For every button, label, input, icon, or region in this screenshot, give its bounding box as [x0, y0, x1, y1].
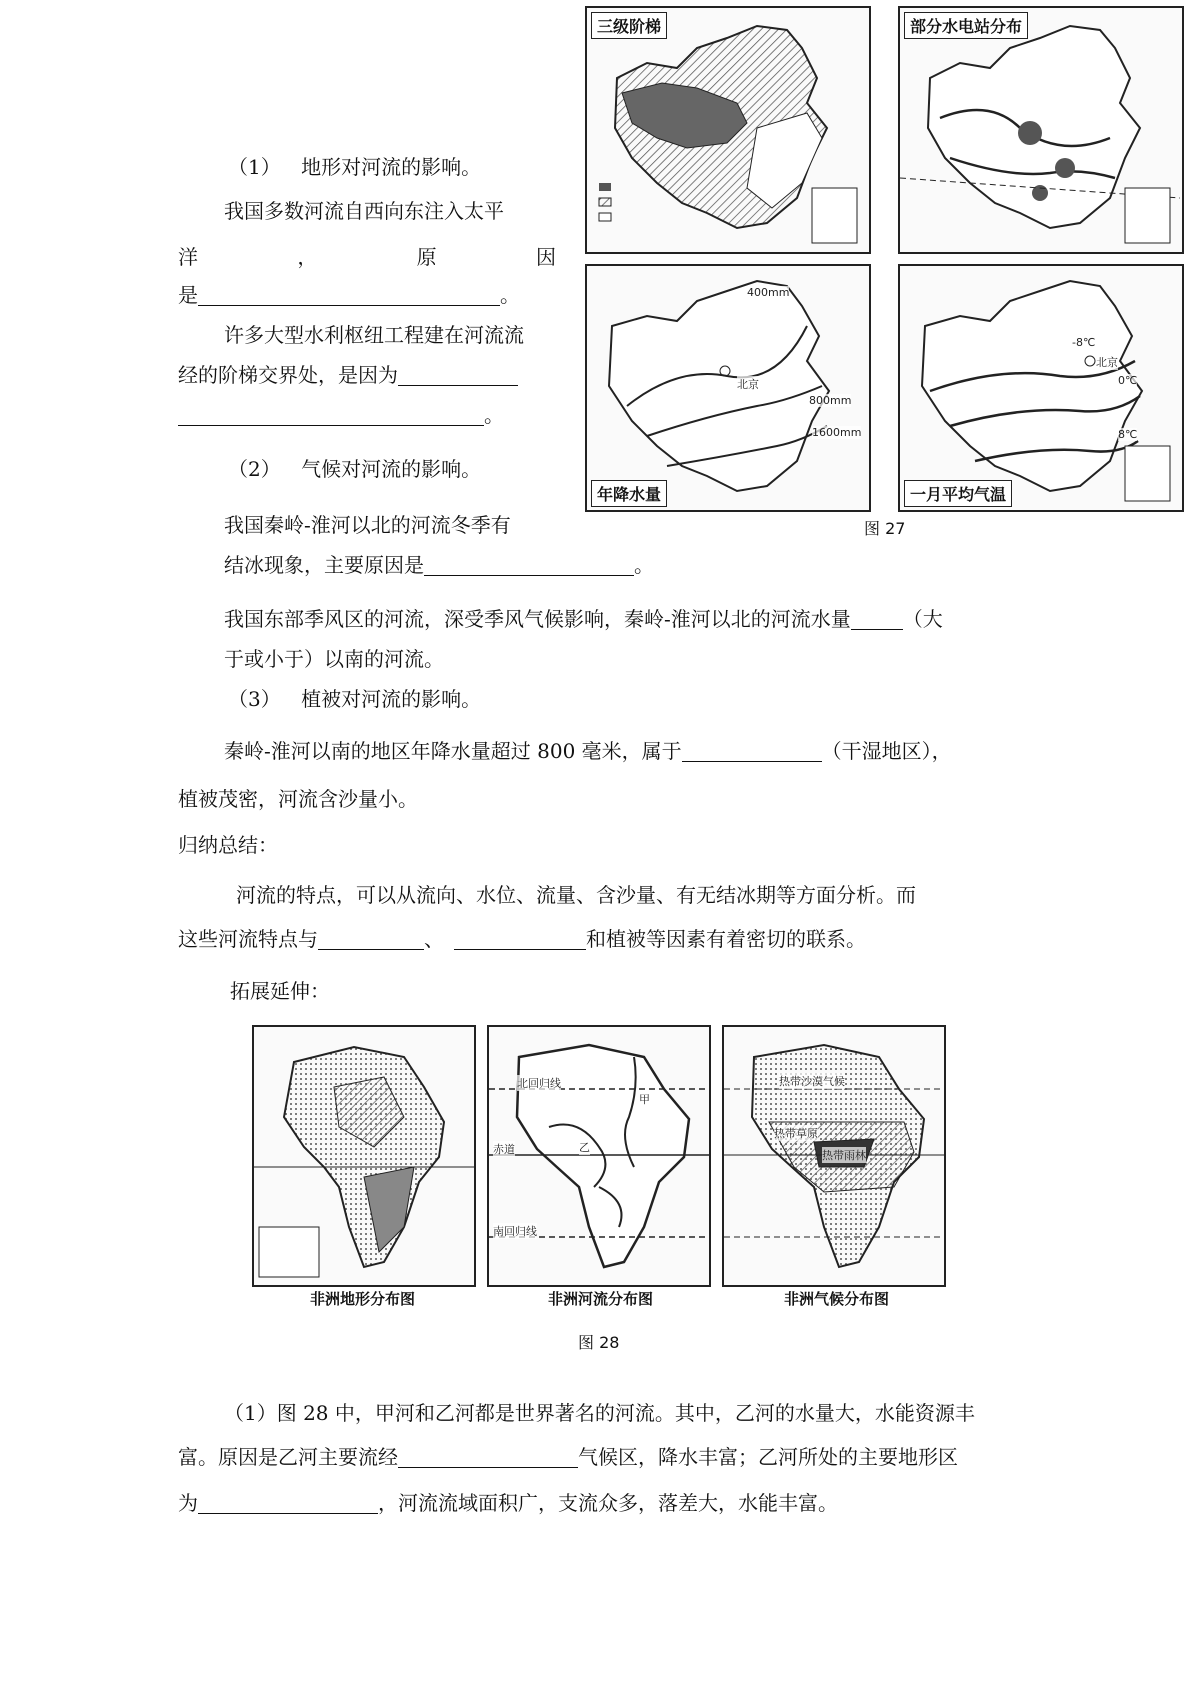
city-label: 北京 [737, 378, 759, 391]
paragraph-text: 经的阶梯交界处，是因为 [178, 358, 518, 392]
question-text: 为 ，河流流域面积广，支流众多，落差大，水能丰富。 [178, 1491, 838, 1515]
isohyet-label: 1600mm [812, 426, 862, 439]
river-label: 甲 [639, 1093, 650, 1106]
section-heading: （2） 气候对河流的影响。 [228, 457, 482, 481]
china-outline-image [900, 266, 1182, 510]
isohyet-label: 800mm [809, 394, 852, 407]
isotherm-label: -8℃ [1072, 336, 1096, 349]
map-africa-climate [722, 1025, 946, 1287]
section-heading: （3） 植被对河流的影响。 [228, 687, 482, 711]
africa-outline-image [254, 1027, 474, 1285]
paragraph-text: 我国秦岭-淮河以北的河流冬季有 [224, 513, 511, 537]
summary-title: 归纳总结： [178, 833, 278, 857]
isotherm-label: 0℃ [1118, 374, 1138, 387]
map-africa-terrain [252, 1025, 476, 1287]
paragraph-text: 结冰现象，主要原因是 。 [224, 553, 654, 577]
map-caption: 非洲地形分布图 [310, 1290, 416, 1308]
china-outline-image [587, 8, 869, 252]
paragraph-text: 于或小于）以南的河流。 [224, 647, 444, 671]
map-caption: 非洲河流分布图 [548, 1290, 654, 1308]
paragraph-text: 植被茂密，河流含沙量小。 [178, 787, 418, 811]
answer-blank[interactable] [178, 403, 484, 426]
north-tropic-label: 北回归线 [517, 1077, 561, 1090]
answer-blank[interactable] [198, 283, 500, 306]
answer-blank[interactable] [424, 553, 634, 576]
paragraph-text: 这些河流特点与 、 和植被等因素有着密切的联系。 [178, 927, 866, 951]
map-title: 一月平均气温 [904, 480, 1012, 507]
climate-label: 热带草原 [774, 1127, 818, 1140]
figure-caption: 图 27 [864, 519, 906, 538]
answer-blank[interactable] [318, 927, 424, 950]
paragraph-text: 秦岭-淮河以南的地区年降水量超过 800 毫米，属于 （干湿地区）， [224, 739, 952, 763]
map-terrain-steps [585, 6, 871, 254]
paragraph-text: 河流的特点，可以从流向、水位、流量、含沙量、有无结冰期等方面分析。而 [236, 883, 916, 907]
isotherm-label: 8℃ [1118, 428, 1138, 441]
map-hydropower [898, 6, 1184, 254]
map-caption: 非洲气候分布图 [784, 1290, 890, 1308]
question-text: 富。原因是乙河主要流经 气候区，降水丰富；乙河所处的主要地形区 [178, 1445, 958, 1469]
paragraph-text: 我国东部季风区的河流，深受季风气候影响，秦岭-淮河以北的河流水量 （大 [224, 607, 943, 631]
map-annual-precipitation [585, 264, 871, 512]
isohyet-label: 400mm [747, 286, 790, 299]
paragraph-text: 我国多数河流自西向东注入太平 [224, 199, 504, 223]
answer-blank[interactable] [198, 1491, 378, 1514]
extension-title: 拓展延伸： [230, 979, 330, 1003]
climate-label: 热带雨林 [822, 1149, 866, 1162]
paragraph-text: 。 [178, 398, 504, 432]
river-label: 乙 [579, 1141, 590, 1154]
answer-blank[interactable] [398, 1445, 578, 1468]
map-africa-rivers [487, 1025, 711, 1287]
answer-blank[interactable] [851, 607, 903, 630]
africa-outline-image [489, 1027, 709, 1285]
figure-caption: 图 28 [578, 1333, 620, 1352]
map-title: 年降水量 [591, 480, 667, 507]
south-tropic-label: 南回归线 [493, 1225, 537, 1238]
map-january-temperature [898, 264, 1184, 512]
equator-label: 赤道 [493, 1143, 515, 1156]
question-text: （1）图 28 中，甲河和乙河都是世界著名的河流。其中，乙河的水量大，水能资源丰 [224, 1401, 975, 1425]
section-heading: （1） 地形对河流的影响。 [228, 155, 482, 179]
answer-blank[interactable] [398, 363, 518, 386]
map-title: 部分水电站分布 [904, 12, 1028, 39]
china-outline-image [587, 266, 869, 510]
map-title: 三级阶梯 [591, 12, 667, 39]
paragraph-text: 许多大型水利枢纽工程建在河流流 [224, 323, 524, 347]
answer-blank[interactable] [454, 927, 586, 950]
city-label: 北京 [1096, 356, 1118, 369]
paragraph-text: 是 。 [178, 283, 520, 307]
china-outline-image [900, 8, 1182, 252]
climate-label: 热带沙漠气候 [779, 1075, 845, 1088]
answer-blank[interactable] [682, 739, 822, 762]
paragraph-text: 洋 ， 原 因 [178, 245, 556, 269]
